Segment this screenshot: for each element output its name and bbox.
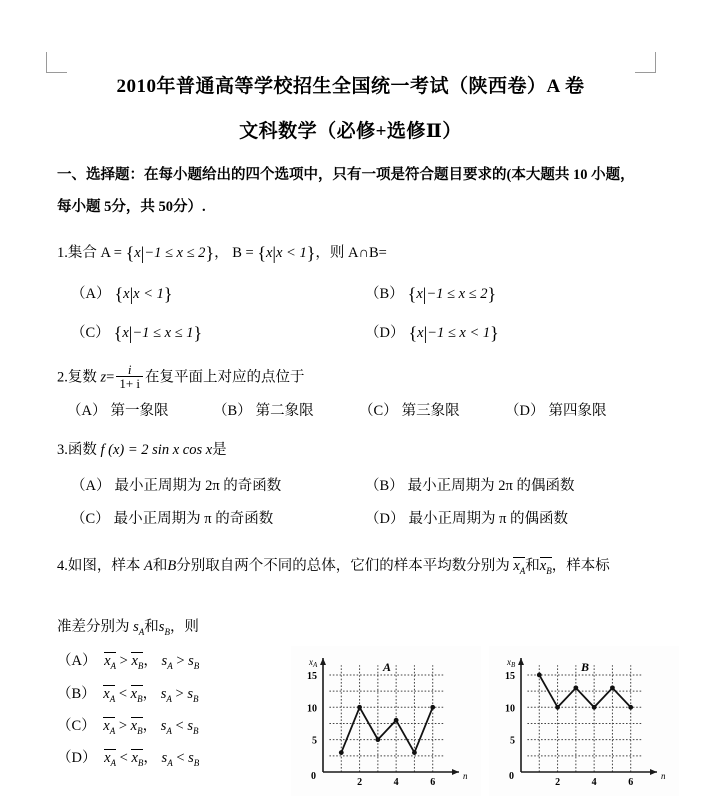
question-3 [57, 437, 645, 531]
question-3-stem-suffix: 是 [212, 442, 227, 459]
chart-a-title: A [383, 660, 392, 675]
question-1-option-c[interactable]: （C） {x|−1 ≤ x ≤ 1} [71, 322, 203, 343]
page-subtitle: 文科数学（必修+选修Ⅱ） [239, 120, 462, 142]
chart-b-x-arrow [650, 769, 657, 775]
question-2-stem-suffix: 在复平面上对应的点位于 [145, 369, 305, 386]
question-4-figure [291, 646, 683, 798]
x-tick-label: 4 [591, 777, 597, 789]
data-point [412, 750, 417, 755]
question-2-equals: = [106, 369, 115, 386]
question-1-options-row-2 [57, 319, 645, 348]
question-4-body [57, 652, 666, 789]
question-3-option-c[interactable]: （C） 最小正周期为 π 的奇函数 [71, 510, 274, 527]
question-1-option-b[interactable]: （B） {x|−1 ≤ x ≤ 2} [365, 283, 497, 304]
question-3-function: f (x) = 2 sin x cos x [100, 442, 213, 459]
crop-mark-top-right [635, 52, 656, 73]
chart-a-x-axis-label: n [463, 771, 468, 782]
question-2-option-a[interactable]: （A） 第一象限 [67, 402, 169, 419]
question-2-stem [57, 361, 645, 392]
chart-b-origin-label: 0 [509, 771, 514, 783]
question-1-number: 1. [57, 244, 68, 261]
question-3-options-row-1 [57, 475, 645, 498]
question-1 [57, 236, 645, 348]
question-4-sample-b: B [167, 557, 177, 574]
chart-b-title: B [581, 660, 590, 675]
question-2-variable: z [100, 369, 107, 386]
question-4-stem: 4.如图，样本 A和B分别取自两个不同的总体，它们的样本平均数分别为 $x_A$和$x_B$，样本标 准差分别为 $s_A$和$s_B$，则 [57, 557, 610, 637]
exam-content [57, 160, 666, 789]
question-4-mean-b: $x_B$ [539, 557, 552, 576]
question-1-set-b: {x|x < 1} [257, 242, 316, 263]
y-tick-label: 5 [312, 735, 317, 747]
chart-b-y-arrow [518, 658, 524, 665]
question-4-sd-b: $s_B$ [158, 618, 170, 637]
chart-a-gridlines [329, 666, 443, 773]
question-3-stem-prefix: 函数 [67, 442, 97, 459]
chart-sample-b [489, 646, 679, 796]
question-2-fraction: $\frac{i}{1+ i}$ [116, 363, 143, 391]
question-4-option-b[interactable]: （B） $x_A < x_B$， $s_A > s_B$ [57, 685, 199, 704]
chart-b-x-ticklabels [555, 777, 633, 788]
question-4-mean-a: $x_A$ [513, 557, 526, 576]
chart-a-series-line [341, 708, 432, 753]
chart-a-y-ticklabels [307, 671, 317, 747]
question-2-stem-prefix: 复数 [67, 369, 97, 386]
question-3-stem [57, 437, 645, 465]
chart-a-y-arrow [320, 658, 326, 665]
data-point [357, 705, 362, 710]
page-title: 2010年普通高等学校招生全国统一考试（陕西卷）A 卷 [116, 76, 585, 97]
question-2-option-c[interactable]: （C） 第三象限 [359, 402, 460, 419]
y-tick-label: 10 [307, 703, 317, 715]
question-4-sd-a: $s_A$ [133, 618, 145, 637]
question-1-stem-prefix: 集合 A = [67, 244, 122, 261]
question-2-number: 2. [57, 369, 68, 386]
question-4-option-a[interactable]: （A） $x_A > x_B$， $s_A > s_B$ [57, 653, 200, 672]
question-4-sample-a: A [144, 557, 153, 574]
x-tick-label: 2 [357, 777, 363, 789]
y-tick-label: 15 [307, 671, 317, 683]
question-3-option-b[interactable]: （B） 最小正周期为 2π 的偶函数 [365, 477, 575, 494]
x-tick-label: 2 [555, 777, 561, 789]
chart-b-x-axis-label: n [661, 771, 666, 782]
x-tick-label: 4 [393, 777, 399, 789]
section-heading-line1: 一、选择题：在每小题给出的四个选项中，只有一项是符合题目要求的(本大题共 10 小题， [57, 167, 635, 183]
question-1-options-row-1 [57, 280, 645, 309]
x-tick-label: 6 [628, 777, 634, 789]
data-point [375, 738, 380, 743]
question-4 [57, 551, 666, 789]
question-4-number: 4. [57, 557, 68, 574]
section-heading [57, 160, 645, 224]
data-point [555, 705, 560, 710]
chart-a-y-axis-label: $x_A$ [309, 657, 318, 670]
data-point [628, 705, 633, 710]
question-2-option-d[interactable]: （D） 第四象限 [505, 402, 607, 419]
data-point [537, 673, 542, 678]
x-tick-label: 6 [430, 777, 436, 789]
question-2-option-b[interactable]: （B） 第二象限 [213, 402, 314, 419]
data-point [592, 705, 597, 710]
y-tick-label: 15 [505, 671, 515, 683]
question-4-options [57, 652, 292, 768]
question-3-option-d[interactable]: （D） 最小正周期为 π 的偶函数 [365, 510, 569, 527]
question-1-set-a: {x|−1 ≤ x ≤ 2} [125, 242, 215, 263]
question-1-stem-suffix: ，则 A∩B= [315, 244, 387, 261]
section-heading-line2: 每小题 5分，共 50分）. [57, 198, 206, 215]
chart-b-y-ticklabels [505, 671, 515, 747]
crop-mark-top-left [46, 52, 67, 73]
y-tick-label: 5 [510, 735, 515, 747]
chart-a-origin-label: 0 [311, 771, 316, 783]
question-4-option-c[interactable]: （C） $x_A > x_B$， $s_A < s_B$ [57, 717, 199, 736]
question-2 [57, 361, 645, 423]
data-point [573, 686, 578, 691]
question-1-option-a[interactable]: （A） {x|x < 1} [71, 283, 173, 304]
chart-a-x-arrow [452, 769, 459, 775]
question-2-options-row [57, 400, 645, 423]
chart-b-svg [489, 646, 679, 796]
chart-b-y-axis-label: $x_B$ [507, 657, 516, 670]
question-3-options-row-2 [57, 508, 645, 531]
chart-a-svg [291, 646, 481, 796]
y-tick-label: 10 [505, 703, 515, 715]
data-point [394, 718, 399, 723]
question-1-option-d[interactable]: （D） {x|−1 ≤ x < 1} [365, 322, 499, 343]
chart-a-x-ticklabels [357, 777, 435, 788]
page-title-block [0, 76, 701, 143]
data-point [430, 705, 435, 710]
data-point [610, 686, 615, 691]
question-1-stem-mid: ， B = [214, 244, 254, 261]
question-3-option-a[interactable]: （A） 最小正周期为 2π 的奇函数 [71, 477, 282, 494]
question-1-stem [57, 236, 645, 270]
chart-sample-a [291, 646, 481, 796]
question-3-number: 3. [57, 442, 68, 459]
chart-b-gridlines [527, 666, 641, 773]
question-4-option-d[interactable]: （D） $x_A < x_B$， $s_A < s_B$ [57, 749, 200, 768]
data-point [339, 750, 344, 755]
